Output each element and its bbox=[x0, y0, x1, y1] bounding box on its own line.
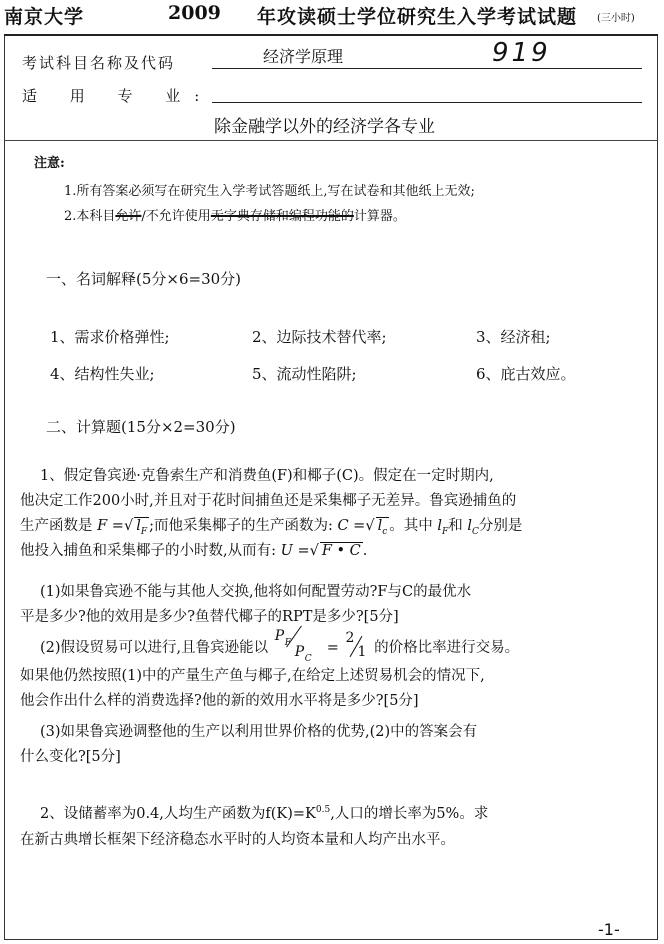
note2-strike-allow: 允许 bbox=[115, 209, 142, 224]
q1-line3-a: 生产函数是 bbox=[20, 518, 93, 534]
subject-code: 919 bbox=[492, 38, 551, 68]
price-ratio-fraction bbox=[273, 628, 327, 664]
term-4: 4、结构性失业; bbox=[50, 365, 155, 383]
subject-name: 经济学原理 bbox=[263, 47, 344, 66]
utility-radicand: F • C bbox=[321, 543, 361, 559]
q1-part2-line1 bbox=[40, 628, 520, 664]
lF2-l: l bbox=[437, 518, 443, 534]
major-underline bbox=[212, 102, 642, 103]
term-2: 2、边际技术替代率; bbox=[252, 328, 387, 346]
sqrt-sign: √ bbox=[365, 518, 375, 534]
lF-symbol bbox=[437, 518, 449, 537]
ratio-den-sub: C bbox=[304, 654, 312, 664]
info-divider bbox=[4, 140, 658, 141]
q1-line3 bbox=[20, 514, 522, 537]
ratio-value-a: 2 bbox=[345, 630, 355, 646]
q1-line3-b: ;而他采集椰子的生产函数为: bbox=[149, 518, 333, 534]
q1-line1: 1、假定鲁宾逊·克鲁索生产和消费鱼(F)和椰子(C)。假定在一定时期内, bbox=[40, 468, 494, 484]
notes-title: 注意: bbox=[34, 156, 65, 171]
fish-F-eq: F = bbox=[97, 518, 124, 534]
term-3: 3、经济租; bbox=[476, 328, 551, 346]
header-divider bbox=[4, 34, 658, 36]
term-6: 6、庇古效应。 bbox=[476, 365, 576, 383]
coconut-C-eq: C = bbox=[337, 518, 366, 534]
university-name: 南京大学 bbox=[4, 6, 85, 28]
coconut-l-sub: c bbox=[382, 526, 388, 537]
note-item-1: 1.所有答案必须写在研究生入学考试答题纸上,写在试卷和其他纸上无效; bbox=[64, 184, 475, 199]
q1-part2-b: 的价格比率进行交易。 bbox=[374, 640, 520, 656]
lC2-sub: C bbox=[472, 526, 479, 537]
ratio-num-sub: F bbox=[284, 638, 292, 648]
ratio-eq: = bbox=[326, 640, 339, 656]
sqrt-sign: √ bbox=[309, 543, 319, 559]
coconut-l: l bbox=[377, 518, 383, 534]
q1-part3-line1: (3)如果鲁宾逊调整他的生产以利用世界价格的优势,(2)中的答案会有 bbox=[40, 724, 478, 740]
note2-prefix: 2.本科目 bbox=[64, 209, 116, 224]
coconut-radicand bbox=[376, 517, 390, 537]
q2-line1 bbox=[40, 802, 488, 823]
q1-part1-line2: 平是多少?他的效用是多少?鱼替代椰子的RPT是多少?[5分] bbox=[20, 609, 399, 625]
q1-part2-a: (2)假设贸易可以进行,且鲁宾逊能以 bbox=[40, 640, 269, 656]
note2-strike-type: 无字典存储和编程功能的 bbox=[210, 209, 354, 224]
q1-part1-line1: (1)如果鲁宾逊不能与其他人交换,他将如何配置劳动?F与C的最优水 bbox=[40, 584, 472, 600]
page-number: -1- bbox=[598, 920, 620, 939]
utility-period: . bbox=[362, 543, 368, 559]
ratio-value-b: 1 bbox=[357, 644, 367, 660]
utility-function bbox=[281, 543, 363, 559]
exam-duration: (三小时) bbox=[597, 13, 635, 24]
q1-part3-line2: 什么变化?[5分] bbox=[20, 749, 121, 765]
q1-line4-a: 他投入捕鱼和采集椰子的小时数,从而有: bbox=[20, 543, 276, 559]
lF2-sub: F bbox=[442, 526, 449, 537]
q2-line2: 在新古典增长框架下经济稳态水平时的人均资本量和人均产出水平。 bbox=[20, 832, 455, 848]
q2-line1-b: ,人口的增长率为5%。求 bbox=[330, 806, 489, 822]
subject-label: 考试科目名称及代码 bbox=[22, 54, 176, 72]
fish-l-sub: F bbox=[140, 526, 148, 537]
note2-suffix: 计算器。 bbox=[353, 209, 406, 224]
major-label: 适 用 专 业: bbox=[22, 87, 214, 105]
q1-part2-line2: 如果他仍然按照(1)中的产量生产鱼与椰子,在给定上述贸易机会的情况下, bbox=[20, 668, 485, 684]
q1-line4 bbox=[20, 539, 367, 560]
exam-title: 年攻读硕士学位研究生入学考试试题 bbox=[257, 6, 578, 28]
q2-exponent: 0.5 bbox=[315, 805, 331, 816]
note-item-2 bbox=[64, 205, 406, 224]
lC-symbol bbox=[467, 518, 479, 537]
subject-underline bbox=[212, 68, 642, 69]
fish-production-function bbox=[97, 518, 149, 537]
section2-title: 二、计算题(15分×2=30分) bbox=[46, 418, 236, 436]
term-1: 1、需求价格弹性; bbox=[50, 328, 170, 346]
q1-line2: 他决定工作200小时,并且对于花时间捕鱼还是采集椰子无差异。鲁宾逊捕鱼的 bbox=[20, 493, 517, 509]
q1-part2-line3: 他会作出什么样的消费选择?他的新的效用水平将是多少?[5分] bbox=[20, 693, 419, 709]
q1-line3-e: 分别是 bbox=[478, 518, 523, 534]
utility-U-eq: U = bbox=[280, 543, 310, 559]
q2-line1-a: 2、设储蓄率为0.4,人均生产函数为f(K)=K bbox=[40, 806, 316, 822]
major-value: 除金融学以外的经济学各专业 bbox=[214, 117, 435, 137]
fish-l: l bbox=[136, 518, 141, 534]
ratio-value-fraction bbox=[344, 630, 370, 662]
fish-radicand bbox=[134, 517, 149, 537]
lC2-l: l bbox=[467, 518, 473, 534]
coconut-production-function bbox=[337, 518, 389, 537]
section1-title: 一、名词解释(5分×6=30分) bbox=[46, 270, 242, 288]
term-5: 5、流动性陷阱; bbox=[252, 365, 357, 383]
exam-year: 2009 bbox=[168, 2, 221, 24]
note2-mid: /不允许使用 bbox=[141, 209, 211, 224]
sqrt-sign: √ bbox=[123, 518, 134, 534]
ratio-num: P bbox=[274, 628, 285, 644]
ratio-den: P bbox=[294, 644, 305, 660]
q1-line3-d: 和 bbox=[448, 518, 463, 534]
q1-line3-c: 。其中 bbox=[389, 518, 433, 534]
